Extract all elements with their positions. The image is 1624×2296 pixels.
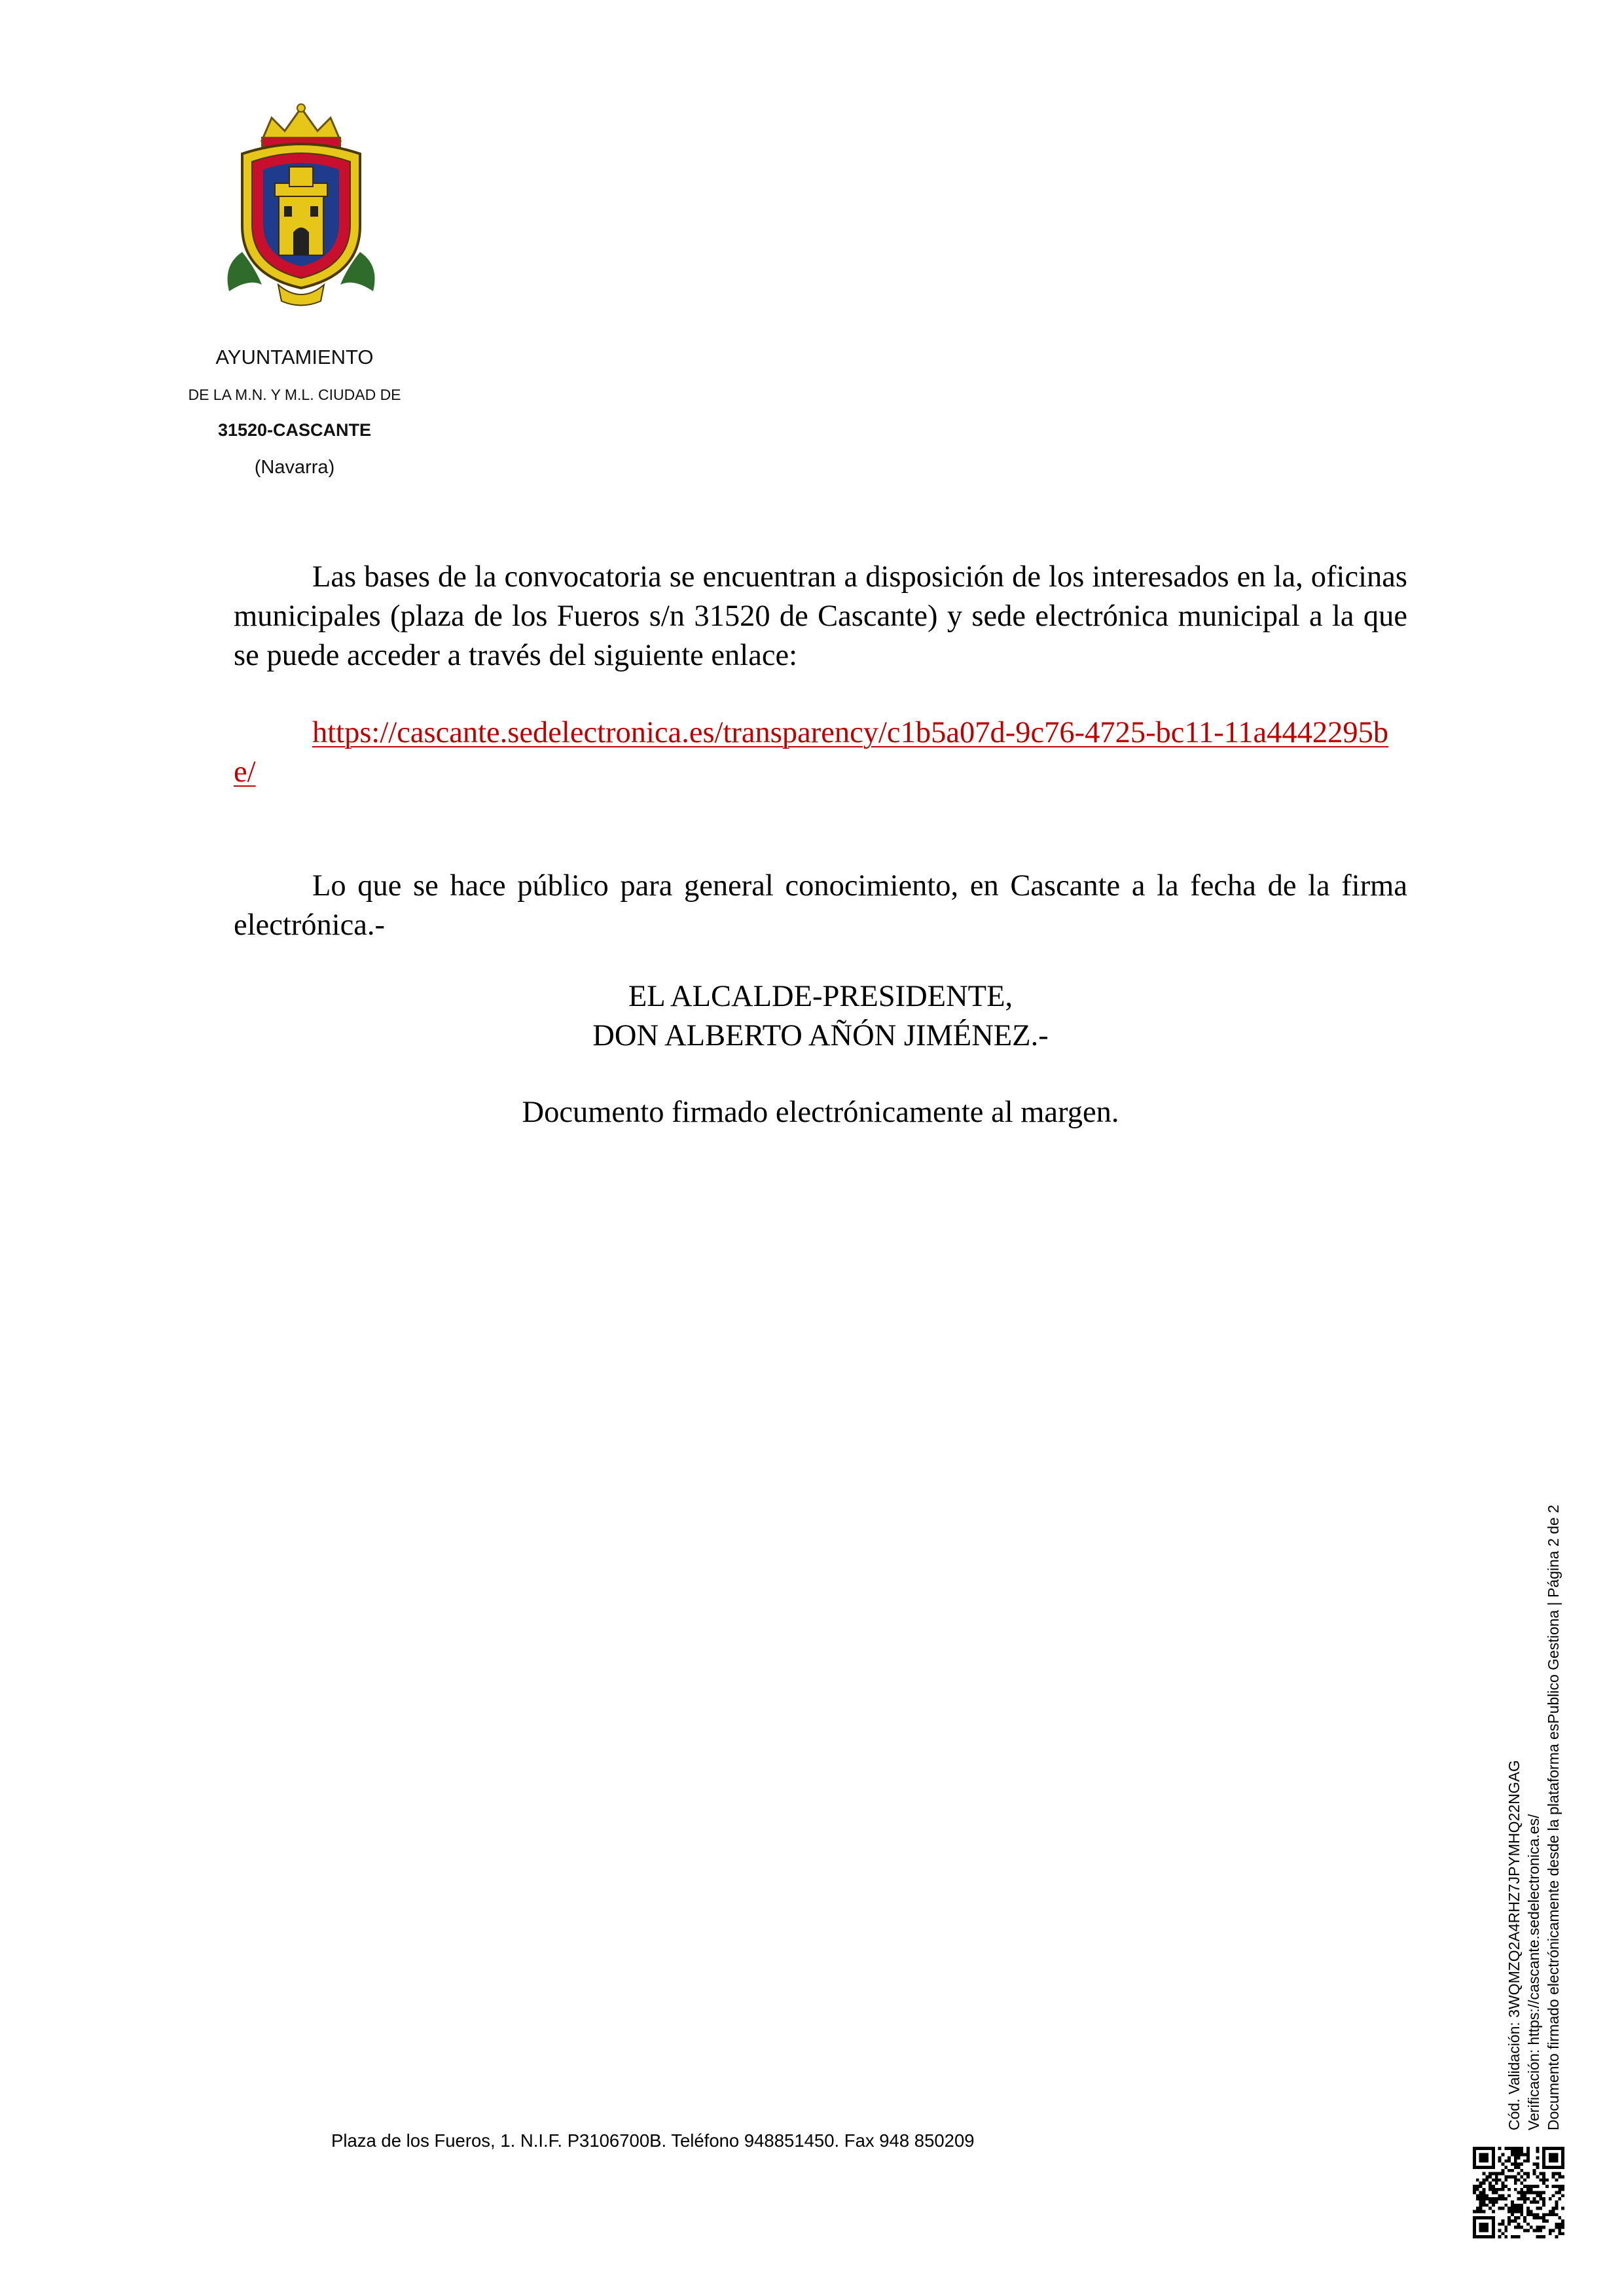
signer-title: EL ALCALDE-PRESIDENTE, <box>628 980 1013 1013</box>
paragraph-public-notice: Lo que se hace público para general conocimiento, en Cascante a la fecha de la firma electrónica.- <box>234 869 1407 942</box>
signature-note: Documento firmado electrónicamente al margen. <box>522 1096 1119 1129</box>
org-city: 31520-CASCANTE <box>217 420 372 440</box>
validation-margin <box>1506 1427 1574 2130</box>
org-name: AYUNTAMIENTO <box>215 346 374 368</box>
verification-url: Verificación: https://cascante.sedelectronica.es/ <box>1525 1814 1542 2130</box>
footer-address: Plaza de los Fueros, 1. N.I.F. P3106700B. Teléfono 948851450. Fax 948 850209 <box>331 2130 975 2151</box>
validation-code: Cód. Validación: 3WQMZQ2A4RHZ7JPYMHQ22NGAG <box>1506 1760 1523 2130</box>
org-region: (Navarra) <box>254 457 335 478</box>
qr-code-icon <box>1473 2147 1564 2238</box>
paragraph-link <box>234 713 1407 792</box>
signature-platform: Documento firmado electrónicamente desde la plataforma esPublico Gestiona | Página 2 de 2 <box>1545 1505 1562 2130</box>
signer-name: DON ALBERTO AÑÓN JIMÉNEZ.- <box>592 1019 1049 1052</box>
coat-of-arms-icon <box>216 101 386 311</box>
transparency-link[interactable]: https://cascante.sedelectronica.es/transparency/c1b5a07d-9c76-4725-bc11-11a4442295be/ <box>234 716 1389 789</box>
paragraph-bases: Las bases de la convocatoria se encuentran a disposición de los interesados en la, oficinas municipales (plaza de los Fueros s/n 31520 de Cascante) y sede electrónica municipal a la que se puede acceder a través del siguiente enlace: <box>234 560 1407 672</box>
org-subtitle: DE LA M.N. Y M.L. CIUDAD DE <box>188 386 401 403</box>
